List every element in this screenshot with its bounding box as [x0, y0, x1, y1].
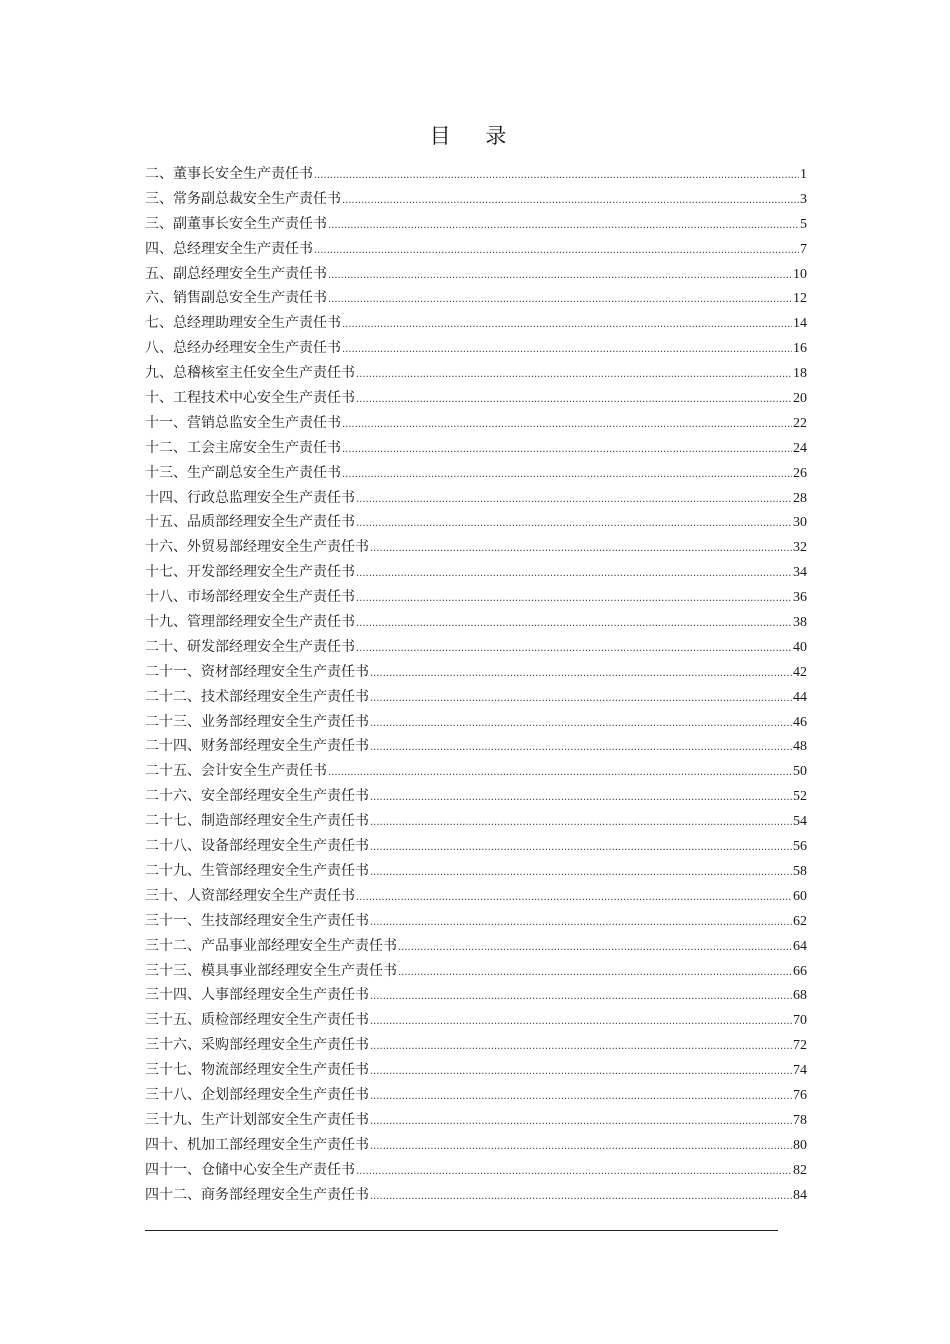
toc-leader-dots: [370, 662, 792, 687]
toc-entry-page: 80: [793, 1137, 807, 1153]
toc-entry[interactable]: [145, 585, 807, 610]
toc-entry-page: 18: [793, 366, 807, 382]
toc-entry[interactable]: [145, 610, 807, 635]
toc-entry-label: 十、工程技术中心安全生产责任书: [145, 390, 355, 407]
toc-leader-dots: [370, 712, 792, 737]
toc-entry[interactable]: [145, 262, 807, 287]
toc-entry-label: 十三、生产副总安全生产责任书: [145, 464, 341, 481]
toc-entry-label: 十二、工会主席安全生产责任书: [145, 439, 341, 456]
toc-entry-page: 42: [793, 664, 807, 680]
toc-entry-label: 三十五、质检部经理安全生产责任书: [145, 1012, 369, 1029]
toc-entry[interactable]: [145, 1133, 807, 1158]
toc-entry-label: 四十、机加工部经理安全生产责任书: [145, 1136, 369, 1153]
toc-entry[interactable]: [145, 286, 807, 311]
toc-entry-page: 66: [793, 963, 807, 979]
toc-entry-page: 28: [793, 490, 807, 506]
toc-entry-label: 四十二、商务部经理安全生产责任书: [145, 1186, 369, 1203]
toc-entry[interactable]: [145, 461, 807, 486]
toc-entry[interactable]: [145, 734, 807, 759]
toc-entry-page: 34: [793, 565, 807, 581]
toc-leader-dots: [356, 562, 792, 587]
toc-entry-page: 76: [793, 1087, 807, 1103]
toc-entry[interactable]: [145, 486, 807, 511]
toc-entry-page: 1: [800, 167, 807, 182]
toc-entry-page: 7: [800, 241, 807, 257]
toc-entry-label: 二十四、财务部经理安全生产责任书: [145, 738, 369, 755]
toc-entry[interactable]: [145, 1183, 807, 1208]
toc-entry-label: 十一、营销总监安全生产责任书: [145, 414, 341, 431]
toc-entry-page: 82: [793, 1162, 807, 1178]
toc-entry-page: 74: [793, 1063, 807, 1079]
toc-entry[interactable]: [145, 361, 807, 386]
toc-entry-page: 64: [793, 938, 807, 954]
toc-entry-page: 84: [793, 1187, 807, 1203]
toc-entry-page: 20: [793, 391, 807, 407]
toc-leader-dots: [342, 189, 799, 214]
toc-entry[interactable]: [145, 510, 807, 535]
toc-leader-dots: [356, 388, 792, 413]
toc-leader-dots: [342, 463, 792, 488]
toc-entry-page: 52: [793, 789, 807, 805]
toc-entry-label: 六、销售副总安全生产责任书: [145, 290, 327, 307]
toc-entry[interactable]: [145, 1083, 807, 1108]
toc-entry-label: 三十二、产品事业部经理安全生产责任书: [145, 937, 397, 954]
toc-entry[interactable]: [145, 1158, 807, 1183]
toc-entry-page: 58: [793, 863, 807, 879]
toc-entry[interactable]: [145, 187, 807, 212]
toc-entry-page: 38: [793, 615, 807, 631]
toc-entry-label: 三、副董事长安全生产责任书: [145, 215, 327, 232]
toc-entry-page: 56: [793, 839, 807, 855]
toc-entry-page: 26: [793, 465, 807, 481]
toc-entry[interactable]: [145, 386, 807, 411]
toc-entry-label: 十四、行政总监理安全生产责任书: [145, 489, 355, 506]
toc-leader-dots: [356, 637, 792, 662]
toc-entry[interactable]: [145, 909, 807, 934]
toc-leader-dots: [370, 911, 792, 936]
toc-leader-dots: [356, 512, 792, 537]
toc-entry-label: 二十五、会计安全生产责任书: [145, 763, 327, 780]
toc-entry[interactable]: [145, 983, 807, 1008]
toc-list: [145, 162, 807, 1207]
toc-entry[interactable]: [145, 884, 807, 909]
toc-leader-dots: [342, 338, 792, 363]
toc-leader-dots: [370, 1010, 792, 1035]
toc-entry[interactable]: [145, 535, 807, 560]
toc-entry-label: 十七、开发部经理安全生产责任书: [145, 564, 355, 581]
toc-entry-page: 62: [793, 913, 807, 929]
toc-entry[interactable]: [145, 809, 807, 834]
toc-leader-dots: [370, 1085, 792, 1110]
toc-entry-label: 十九、管理部经理安全生产责任书: [145, 614, 355, 631]
toc-entry[interactable]: [145, 237, 807, 262]
toc-entry-label: 二十二、技术部经理安全生产责任书: [145, 688, 369, 705]
toc-leader-dots: [314, 239, 799, 264]
toc-entry-label: 三十八、企划部经理安全生产责任书: [145, 1086, 369, 1103]
toc-entry-page: 40: [793, 639, 807, 655]
footer-rule: [145, 1230, 778, 1231]
toc-entry[interactable]: [145, 759, 807, 784]
toc-entry-label: 九、总稽核室主任安全生产责任书: [145, 365, 355, 382]
toc-leader-dots: [328, 288, 792, 313]
toc-leader-dots: [356, 488, 792, 513]
toc-entry[interactable]: [145, 336, 807, 361]
toc-entry[interactable]: [145, 859, 807, 884]
toc-entry-label: 二、董事长安全生产责任书: [145, 166, 313, 182]
toc-entry[interactable]: [145, 934, 807, 959]
toc-entry-label: 三、常务副总裁安全生产责任书: [145, 190, 341, 207]
toc-entry[interactable]: [145, 685, 807, 710]
toc-entry[interactable]: [145, 560, 807, 585]
toc-entry-page: 22: [793, 415, 807, 431]
toc-entry-page: 68: [793, 988, 807, 1004]
toc-leader-dots: [370, 786, 792, 811]
toc-leader-dots: [370, 1035, 792, 1060]
toc-leader-dots: [370, 1185, 792, 1210]
toc-entry[interactable]: [145, 311, 807, 336]
toc-leader-dots: [328, 761, 792, 786]
toc-entry[interactable]: [145, 784, 807, 809]
toc-entry[interactable]: [145, 1033, 807, 1058]
toc-entry-page: 3: [800, 191, 807, 207]
toc-entry-label: 十六、外贸易部经理安全生产责任书: [145, 539, 369, 556]
toc-entry-page: 5: [800, 216, 807, 232]
toc-entry[interactable]: [145, 436, 807, 461]
toc-leader-dots: [370, 861, 792, 886]
toc-leader-dots: [370, 836, 792, 861]
toc-leader-dots: [342, 438, 792, 463]
toc-entry[interactable]: [145, 635, 807, 660]
toc-entry-label: 十五、品质部经理安全生产责任书: [145, 514, 355, 531]
toc-leader-dots: [398, 936, 792, 961]
toc-entry-label: 十八、市场部经理安全生产责任书: [145, 589, 355, 606]
toc-leader-dots: [342, 413, 792, 438]
toc-entry[interactable]: [145, 1108, 807, 1133]
toc-entry-label: 二十八、设备部经理安全生产责任书: [145, 838, 369, 855]
toc-leader-dots: [356, 1160, 792, 1185]
toc-entry-label: 五、副总经理安全生产责任书: [145, 265, 327, 282]
toc-entry-label: 二十六、安全部经理安全生产责任书: [145, 788, 369, 805]
toc-leader-dots: [328, 214, 799, 239]
toc-entry-label: 二十、研发部经理安全生产责任书: [145, 638, 355, 655]
toc-entry-label: 二十一、资材部经理安全生产责任书: [145, 663, 369, 680]
toc-title: 目 录: [429, 124, 521, 148]
toc-entry-page: 12: [793, 291, 807, 307]
toc-entry-label: 四十一、仓储中心安全生产责任书: [145, 1161, 355, 1178]
toc-entry-label: 三十一、生技部经理安全生产责任书: [145, 912, 369, 929]
toc-entry-label: 四、总经理安全生产责任书: [145, 240, 313, 257]
toc-leader-dots: [356, 886, 792, 911]
toc-entry-page: 32: [793, 540, 807, 556]
toc-entry-page: 50: [793, 764, 807, 780]
toc-entry-label: 八、总经办经理安全生产责任书: [145, 340, 341, 357]
toc-leader-dots: [370, 811, 792, 836]
toc-leader-dots: [328, 264, 792, 289]
toc-entry-page: 10: [793, 266, 807, 282]
toc-leader-dots: [342, 313, 792, 338]
toc-leader-dots: [356, 612, 792, 637]
toc-entry-page: 24: [793, 440, 807, 456]
toc-leader-dots: [370, 537, 792, 562]
toc-entry-page: 16: [793, 341, 807, 357]
toc-entry-page: 48: [793, 739, 807, 755]
toc-leader-dots: [370, 736, 792, 761]
toc-entry-label: 三十三、模具事业部经理安全生产责任书: [145, 962, 397, 979]
toc-entry-page: 78: [793, 1112, 807, 1128]
toc-entry[interactable]: [145, 212, 807, 237]
toc-entry-page: 36: [793, 590, 807, 606]
toc-entry-label: 二十九、生管部经理安全生产责任书: [145, 862, 369, 879]
toc-entry-label: 二十三、业务部经理安全生产责任书: [145, 713, 369, 730]
toc-entry-page: 14: [793, 316, 807, 332]
toc-entry-page: 30: [793, 515, 807, 531]
toc-entry-page: 60: [793, 888, 807, 904]
toc-entry-label: 三十六、采购部经理安全生产责任书: [145, 1037, 369, 1054]
toc-leader-dots: [356, 587, 792, 612]
toc-entry-page: 54: [793, 814, 807, 830]
toc-entry[interactable]: [145, 959, 807, 984]
toc-entry-page: 44: [793, 689, 807, 705]
toc-leader-dots: [370, 687, 792, 712]
toc-leader-dots: [314, 164, 799, 189]
toc-leader-dots: [356, 363, 792, 388]
toc-entry-label: 三十、人资部经理安全生产责任书: [145, 887, 355, 904]
toc-entry[interactable]: [145, 1008, 807, 1033]
toc-entry[interactable]: [145, 1058, 807, 1083]
toc-entry-page: 46: [793, 714, 807, 730]
toc-leader-dots: [370, 985, 792, 1010]
toc-leader-dots: [398, 961, 792, 986]
toc-entry[interactable]: [145, 162, 807, 187]
toc-entry-label: 三十七、物流部经理安全生产责任书: [145, 1062, 369, 1079]
toc-entry[interactable]: [145, 660, 807, 685]
toc-entry-page: 70: [793, 1013, 807, 1029]
toc-entry-page: 72: [793, 1038, 807, 1054]
toc-leader-dots: [370, 1135, 792, 1160]
toc-entry[interactable]: [145, 710, 807, 735]
toc-entry-label: 七、总经理助理安全生产责任书: [145, 315, 341, 332]
toc-entry[interactable]: [145, 411, 807, 436]
toc-entry-label: 三十九、生产计划部安全生产责任书: [145, 1111, 369, 1128]
toc-leader-dots: [370, 1110, 792, 1135]
toc-entry-label: 三十四、人事部经理安全生产责任书: [145, 987, 369, 1004]
toc-leader-dots: [370, 1060, 792, 1085]
toc-entry-label: 二十七、制造部经理安全生产责任书: [145, 813, 369, 830]
toc-entry[interactable]: [145, 834, 807, 859]
